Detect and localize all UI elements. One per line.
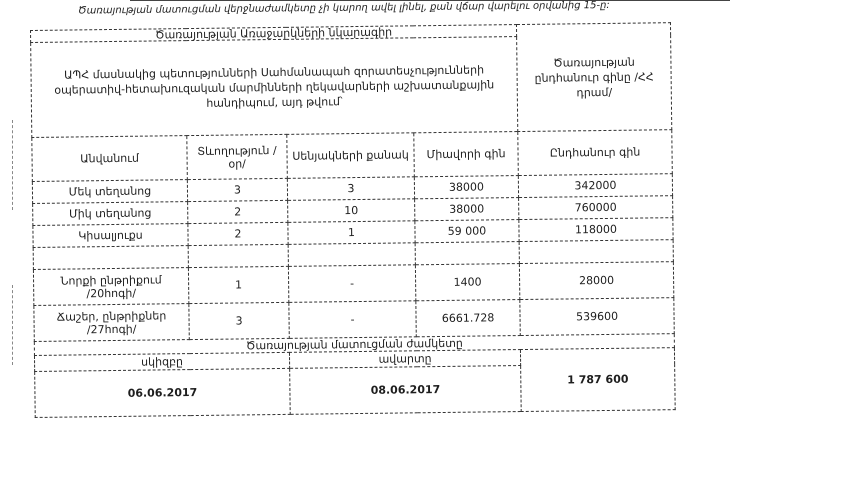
row-unit-price: 1400: [415, 264, 519, 301]
header-text: Ծառայության մատուցման վերջնաժամկետը չի կարող ավել լինել, քան վճար վարելու օրվանից 15-ը:: [77, 0, 610, 17]
row-rooms: 3: [287, 177, 414, 201]
row-duration: [188, 244, 288, 267]
total-price-label: Ծառայության ընդհանուր գինը /ՀՀ դրամ/: [517, 23, 672, 132]
grand-total: 1 787 600: [520, 348, 675, 412]
row-total-price: 760000: [519, 196, 673, 220]
start-date: 06.06.2017: [35, 368, 291, 417]
header-unit-price: Միավորի գին: [414, 132, 519, 177]
row-rooms: [288, 243, 415, 267]
row-total-price: [519, 240, 673, 264]
row-unit-price: [415, 242, 519, 265]
row-name: Մեկ տեղանոց: [32, 180, 187, 204]
row-name: Կիսալյուքս: [33, 224, 188, 248]
row-rooms: 1: [288, 221, 415, 245]
row-duration: 1: [188, 266, 288, 303]
start-label: սկիզբը: [34, 352, 289, 371]
header-duration: Տևողություն /օր/: [187, 134, 288, 179]
row-name: [33, 246, 188, 270]
row-name: Միկ տեղանոց: [33, 202, 188, 226]
row-name: Նորքի ընթրիքում /20հոգի/: [33, 268, 188, 306]
description-caption: Ծառայության Առաջարկների նկարագիր: [31, 25, 517, 43]
row-duration: 3: [187, 178, 287, 201]
row-unit-price: 38000: [414, 176, 518, 199]
deadline-caption: Ծառայության մատուցման ժամկետը: [34, 334, 674, 356]
row-total-price: 539600: [520, 298, 674, 336]
row-duration: 2: [188, 200, 288, 223]
row-unit-price: 38000: [415, 198, 519, 221]
table-header: [32, 130, 673, 182]
row-unit-price: 6661.728: [416, 300, 520, 337]
header-name: Անվանում: [32, 136, 188, 182]
end-label: ավարտը: [289, 350, 520, 369]
service-description: ԱՊՀ մասնակից պետությունների Սահմանապահ զորատեսչությունների օպերատիվ-հետախուզական մարմինների ղեկավարների աշխատանքային հանդիպում, այդ թվում՝: [31, 37, 518, 138]
header-rooms: Սենյակների քանակ: [287, 133, 415, 179]
row-rooms: 10: [288, 199, 415, 223]
margin-mark: [12, 120, 14, 210]
contract-sheet: [30, 22, 675, 455]
services-table: [30, 22, 676, 418]
row-rooms: -: [288, 265, 415, 303]
row-unit-price: 59 000: [415, 220, 519, 243]
header-total-price: Ընդհանուր գին: [518, 130, 673, 176]
row-total-price: 28000: [519, 262, 673, 300]
row-name: Ճաշեր, ընթրիքներ /27հոգի/: [34, 304, 189, 342]
end-date: 08.06.2017: [290, 366, 522, 415]
row-duration: 2: [188, 222, 288, 245]
row-total-price: 118000: [519, 218, 673, 242]
row-rooms: -: [289, 301, 416, 339]
row-duration: 3: [189, 302, 289, 339]
row-total-price: 342000: [518, 174, 672, 198]
margin-mark: [12, 285, 14, 365]
